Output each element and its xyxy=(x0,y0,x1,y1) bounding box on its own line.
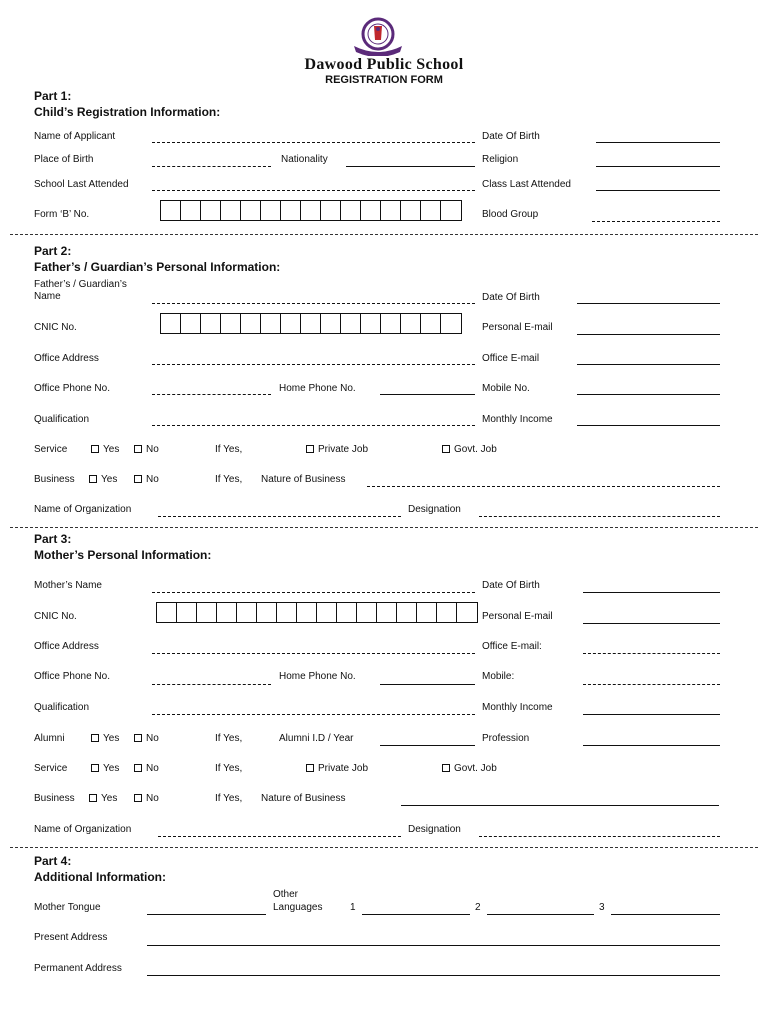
blood-group-field[interactable] xyxy=(592,221,720,222)
permanent-address-label: Permanent Address xyxy=(34,963,122,974)
checkbox-icon[interactable] xyxy=(91,445,99,453)
mother-organization-field[interactable] xyxy=(158,836,401,837)
mother-business-no[interactable]: No xyxy=(134,793,159,805)
father-qualification-label: Qualification xyxy=(34,414,90,425)
mother-alumni-label: Alumni xyxy=(34,733,65,744)
language-1-field[interactable] xyxy=(362,914,470,915)
place-of-birth-label: Place of Birth xyxy=(34,154,94,165)
father-service-no[interactable]: No xyxy=(134,444,159,456)
section-separator xyxy=(10,234,758,235)
father-name-field[interactable] xyxy=(152,303,475,304)
father-business-yes[interactable]: Yes xyxy=(89,474,117,486)
father-dob-field[interactable] xyxy=(577,303,720,304)
mother-organization-label: Name of Organization xyxy=(34,824,132,835)
mother-alumni-id-label: Alumni I.D / Year xyxy=(279,733,354,744)
mother-alumni-if-yes-label: If Yes, xyxy=(215,733,243,744)
father-service-label: Service xyxy=(34,444,68,455)
father-dob-label: Date Of Birth xyxy=(482,292,540,303)
part4-label: Part 4: xyxy=(34,854,72,868)
religion-field[interactable] xyxy=(596,166,720,167)
mother-service-yes[interactable]: Yes xyxy=(91,763,119,775)
child-dob-label: Date Of Birth xyxy=(482,131,540,142)
mother-designation-label: Designation xyxy=(408,824,461,835)
father-designation-field[interactable] xyxy=(479,516,720,517)
mother-alumni-no[interactable]: No xyxy=(134,733,159,745)
mother-office-address-field[interactable] xyxy=(152,653,475,654)
mother-mobile-label: Mobile: xyxy=(482,671,515,682)
mother-monthly-income-field[interactable] xyxy=(583,714,720,715)
class-last-attended-label: Class Last Attended xyxy=(482,179,571,190)
blood-group-label: Blood Group xyxy=(482,209,539,220)
mother-home-phone-field[interactable] xyxy=(380,684,475,685)
father-business-label: Business xyxy=(34,474,75,485)
school-logo xyxy=(352,16,404,56)
mother-service-if-yes-label: If Yes, xyxy=(215,763,243,774)
father-office-address-field[interactable] xyxy=(152,364,475,365)
father-office-phone-label: Office Phone No. xyxy=(34,383,110,394)
mother-nature-of-business-field[interactable] xyxy=(401,805,719,806)
checkbox-icon[interactable] xyxy=(89,794,97,802)
father-business-no[interactable]: No xyxy=(134,474,159,486)
mother-alumni-id-field[interactable] xyxy=(380,745,475,746)
place-of-birth-field[interactable] xyxy=(152,166,271,167)
mother-home-phone-label: Home Phone No. xyxy=(279,671,356,682)
form-b-no-label: Form ‘B’ No. xyxy=(34,209,90,220)
mother-personal-email-label: Personal E-mail xyxy=(482,611,553,622)
mother-personal-email-field[interactable] xyxy=(583,623,720,624)
checkbox-icon[interactable] xyxy=(442,764,450,772)
section-separator xyxy=(10,847,758,848)
father-office-email-field[interactable] xyxy=(577,364,720,365)
language-3-field[interactable] xyxy=(611,914,720,915)
checkbox-icon[interactable] xyxy=(306,764,314,772)
father-service-yes[interactable]: Yes xyxy=(91,444,119,456)
part3-label: Part 3: xyxy=(34,532,72,546)
part4-heading: Additional Information: xyxy=(34,870,166,884)
father-cnic-boxes[interactable] xyxy=(160,313,462,334)
mother-designation-field[interactable] xyxy=(479,836,720,837)
mother-office-email-field[interactable] xyxy=(583,653,720,654)
father-nature-of-business-field[interactable] xyxy=(367,486,720,487)
part3-heading: Mother’s Personal Information: xyxy=(34,548,212,562)
father-home-phone-label: Home Phone No. xyxy=(279,383,356,394)
mother-office-phone-label: Office Phone No. xyxy=(34,671,110,682)
father-mobile-label: Mobile No. xyxy=(482,383,530,394)
father-office-email-label: Office E-mail xyxy=(482,353,540,364)
school-last-attended-field[interactable] xyxy=(152,190,475,191)
mother-service-no[interactable]: No xyxy=(134,763,159,775)
father-organization-label: Name of Organization xyxy=(34,504,132,515)
father-monthly-income-label: Monthly Income xyxy=(482,414,553,425)
father-personal-email-field[interactable] xyxy=(577,334,720,335)
father-home-phone-field[interactable] xyxy=(380,394,475,395)
other-languages-label-1: Other xyxy=(273,889,299,900)
school-last-attended-label: School Last Attended xyxy=(34,179,129,190)
part2-label: Part 2: xyxy=(34,244,72,258)
father-nature-of-business-label: Nature of Business xyxy=(261,474,346,485)
language-2-field[interactable] xyxy=(487,914,594,915)
mother-qualification-label: Qualification xyxy=(34,702,90,713)
mother-nature-of-business-label: Nature of Business xyxy=(261,793,346,804)
father-private-job[interactable]: Private Job xyxy=(306,444,368,456)
father-personal-email-label: Personal E-mail xyxy=(482,322,553,333)
mother-tongue-label: Mother Tongue xyxy=(34,902,101,913)
mother-dob-label: Date Of Birth xyxy=(482,580,540,591)
mother-tongue-field[interactable] xyxy=(147,914,266,915)
nationality-field[interactable] xyxy=(346,166,475,167)
part1-heading: Child’s Registration Information: xyxy=(34,105,221,119)
part1-label: Part 1: xyxy=(34,89,72,103)
mother-mobile-field[interactable] xyxy=(583,684,720,685)
present-address-label: Present Address xyxy=(34,932,108,943)
mother-profession-field[interactable] xyxy=(583,745,720,746)
checkbox-icon[interactable] xyxy=(134,475,142,483)
mother-name-label: Mother’s Name xyxy=(34,580,102,591)
school-name: Dawood Public School xyxy=(304,56,464,73)
father-cnic-label: CNIC No. xyxy=(34,322,77,333)
father-monthly-income-field[interactable] xyxy=(577,425,720,426)
checkbox-icon[interactable] xyxy=(134,764,142,772)
father-organization-field[interactable] xyxy=(158,516,401,517)
checkbox-icon[interactable] xyxy=(89,475,97,483)
checkbox-icon[interactable] xyxy=(134,445,142,453)
name-of-applicant-label: Name of Applicant xyxy=(34,131,116,142)
checkbox-icon[interactable] xyxy=(134,734,142,742)
child-dob-field[interactable] xyxy=(596,142,720,143)
checkbox-icon[interactable] xyxy=(442,445,450,453)
mother-business-yes[interactable]: Yes xyxy=(89,793,117,805)
checkbox-icon[interactable] xyxy=(306,445,314,453)
language-2-label: 2 xyxy=(475,902,481,913)
father-mobile-field[interactable] xyxy=(577,394,720,395)
mother-profession-label: Profession xyxy=(482,733,530,744)
form-b-no-boxes[interactable] xyxy=(160,200,462,221)
father-name-label-1: Father’s / Guardian’s xyxy=(34,279,127,290)
religion-label: Religion xyxy=(482,154,519,165)
mother-business-if-yes-label: If Yes, xyxy=(215,793,243,804)
permanent-address-field[interactable] xyxy=(147,975,720,976)
name-of-applicant-field[interactable] xyxy=(152,142,475,143)
checkbox-icon[interactable] xyxy=(134,794,142,802)
mother-govt-job[interactable]: Govt. Job xyxy=(442,763,497,775)
father-govt-job[interactable]: Govt. Job xyxy=(442,444,497,456)
part2-heading: Father’s / Guardian’s Personal Information: xyxy=(34,260,281,274)
mother-cnic-label: CNIC No. xyxy=(34,611,77,622)
mother-qualification-field[interactable] xyxy=(152,714,475,715)
mother-name-field[interactable] xyxy=(152,592,475,593)
father-office-address-label: Office Address xyxy=(34,353,99,364)
father-service-if-yes-label: If Yes, xyxy=(215,444,243,455)
mother-office-phone-field[interactable] xyxy=(152,684,271,685)
mother-cnic-boxes[interactable] xyxy=(156,602,478,623)
mother-business-label: Business xyxy=(34,793,75,804)
class-last-attended-field[interactable] xyxy=(596,190,720,191)
father-office-phone-field[interactable] xyxy=(152,394,271,395)
other-languages-label-2: Languages xyxy=(273,902,323,913)
checkbox-icon[interactable] xyxy=(91,764,99,772)
mother-alumni-yes[interactable]: Yes xyxy=(91,733,119,745)
mother-office-email-label: Office E-mail: xyxy=(482,641,542,652)
checkbox-icon[interactable] xyxy=(91,734,99,742)
section-separator xyxy=(10,527,758,528)
mother-office-address-label: Office Address xyxy=(34,641,99,652)
father-qualification-field[interactable] xyxy=(152,425,475,426)
form-title: REGISTRATION FORM xyxy=(325,74,443,86)
father-business-if-yes-label: If Yes, xyxy=(215,474,243,485)
nationality-label: Nationality xyxy=(281,154,328,165)
mother-monthly-income-label: Monthly Income xyxy=(482,702,553,713)
language-1-label: 1 xyxy=(350,902,356,913)
mother-private-job[interactable]: Private Job xyxy=(306,763,368,775)
father-designation-label: Designation xyxy=(408,504,461,515)
present-address-field[interactable] xyxy=(147,945,720,946)
language-3-label: 3 xyxy=(599,902,605,913)
father-name-label-2: Name xyxy=(34,291,61,302)
mother-dob-field[interactable] xyxy=(583,592,720,593)
mother-service-label: Service xyxy=(34,763,68,774)
